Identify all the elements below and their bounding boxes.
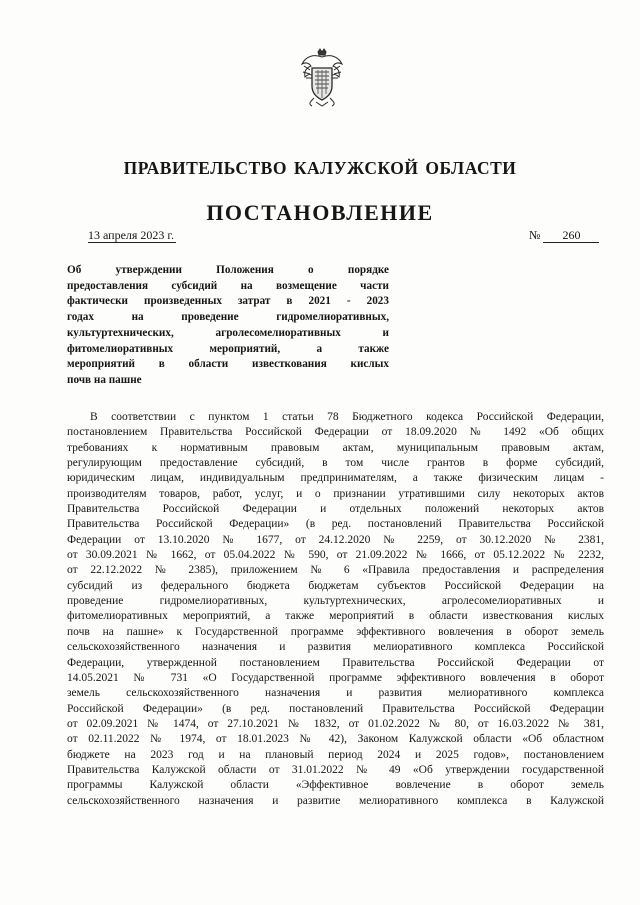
body-line: проведение гидромелиоративных, культуртехнических, агролесомелиоративных и [67,595,604,608]
number-sign: № [529,228,541,242]
body-line: регулирующим предоставление субсидий, в том числе грантов в форме субсидий, [67,457,604,470]
body-line: В соответствии с пунктом 1 статьи 78 Бюджетного кодекса Российской Федерации, [90,411,604,423]
body-line: Правительства Российской Федерации и отдельных положений некоторых актов [67,503,604,516]
body-line: сельскохозяйственного назначения и развития мелиоративного комплекса Российской [67,641,604,654]
government-name: ПРАВИТЕЛЬСТВО КАЛУЖСКОЙ ОБЛАСТИ [123,158,517,178]
body-line: от 30.09.2021 № 1662, от 05.04.2022 № 590, от 21.09.2022 № 1666, от 05.12.2022 № 2232, [67,549,604,562]
body-line: Правительства Российской Федерации» (в ред. постановлений Правительства Российской [67,518,604,531]
subject-line: Об утверждении Положения о порядке [67,264,389,276]
body-line: Федерации, утвержденной постановлением Правительства Российской Федерации от [67,656,604,669]
coat-of-arms-icon [300,48,344,108]
document-type-title: ПОСТАНОВЛЕНИЕ [206,200,434,225]
body-line: Правительства Калужской области от 31.01.2022 № 49 «Об утверждении государственной [67,763,604,776]
number-value: 260 [543,228,599,243]
body-line: постановлением Правительства Российской Федерации от 18.09.2020 № 1492 «Об общих [67,426,604,439]
body-line: Российской Федерации» (в ред. постановлений Правительства Российской Федерации [67,702,604,715]
body-line: субсидий из федерального бюджета бюджетам субъектов Российской Федерации на [67,579,604,592]
body-line: программы Калужской области «Эффективное вовлечение в оборот земель [67,779,604,792]
subject-line: фитомелиоративных мероприятий, а также [67,342,389,355]
document-subject [67,263,389,389]
body-line: бюджете на 2023 год и на плановый период 2024 и 2025 годов», постановлением [67,748,604,761]
subject-line: годах на проведение гидромелиоративных, [67,311,389,324]
subject-line: предоставления субсидий на возмещение части [67,279,389,292]
body-paragraph [67,410,604,809]
body-line: фитомелиоративных мероприятий, а также мероприятий в области известкования кислых [67,610,604,623]
body-line: почв на пашне» к Государственной программе эффективного вовлечения в оборот земель [67,625,604,638]
body-line: производителям товаров, работ, услуг, и о признании утратившими силу некоторых актов [67,487,604,500]
body-line: юридическим лицам, индивидуальным предпринимателям, а также физическим лицам - [67,472,604,485]
body-line: земель сельскохозяйственного назначения и развития мелиоративного комплекса [67,687,604,700]
body-line: Федерации от 13.10.2020 № 1677, от 24.12.2020 № 2259, от 30.12.2020 № 2381, [67,533,604,546]
body-line: от 02.11.2022 № 1974, от 18.01.2023 № 42), Законом Калужской области «Об областном [67,733,604,746]
body-line: от 22.12.2022 № 2385), приложением № 6 «Правила предоставления и распределения [67,564,604,577]
body-line: от 02.09.2021 № 1474, от 27.10.2021 № 1832, от 01.02.2022 № 80, от 16.03.2022 № 381, [67,717,604,730]
subject-line: культуртехнических, агролесомелиоративных и [67,326,389,339]
document-date: 13 апреля 2023 г. [88,228,174,242]
body-line: 14.05.2021 № 731 «О Государственной программе эффективного вовлечения в оборот [67,671,604,684]
subject-line: мероприятий в области известкования кислых [67,358,389,371]
subject-line: фактически произведенных затрат в 2021 - 2023 [67,295,389,308]
body-line: сельскохозяйственного назначения и развитие мелиоративного комплекса в Калужской [67,794,604,807]
subject-line: почв на пашне [67,373,142,386]
document-number [529,228,599,243]
body-line: требованиях к нормативным правовым актам, муниципальным правовым актам, [67,441,604,454]
